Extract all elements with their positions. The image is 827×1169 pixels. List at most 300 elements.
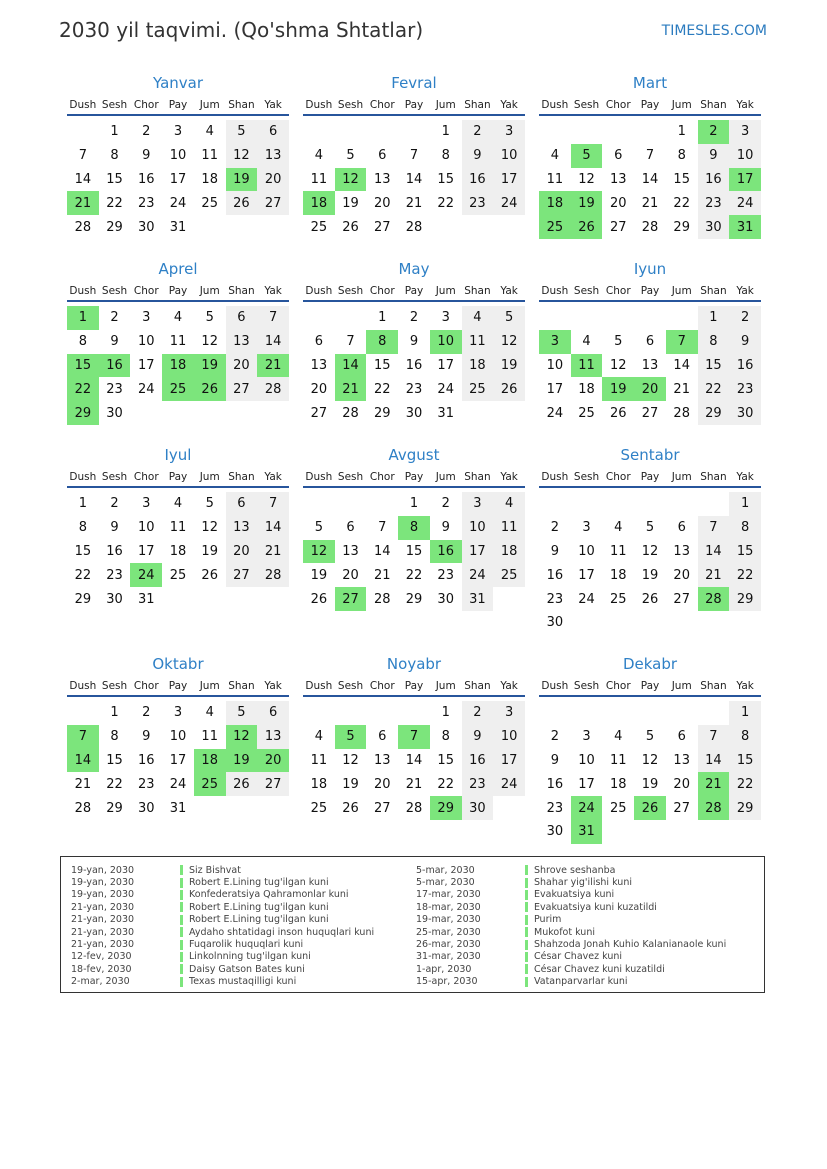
day-cell: 2 [409, 310, 419, 326]
day-cell: 28 [374, 591, 391, 607]
day-cell: 27 [673, 800, 690, 816]
weekday-label: Dush [541, 99, 569, 111]
empty-cell [539, 701, 571, 725]
day-cell: 15 [74, 543, 92, 559]
empty-cell [366, 701, 398, 725]
day-cell: 9 [729, 330, 761, 354]
holiday-day-cell: 21 [257, 354, 289, 378]
holiday-name: César Chavez kuni kuzatildi [534, 963, 665, 975]
day-cell: 9 [409, 334, 419, 350]
day-cell: 25 [310, 800, 328, 816]
weekday-label: Dush [69, 471, 97, 483]
weekday-header [539, 283, 761, 299]
holiday-date: 5-mar, 2030 [416, 864, 475, 876]
day-cell: 1 [729, 701, 761, 725]
day-cell: 14 [698, 749, 730, 773]
holiday-marker [525, 878, 528, 888]
day-grid [303, 306, 525, 425]
day-cell: 21 [405, 195, 423, 211]
empty-cell [366, 120, 398, 144]
weekday-label: Jum [671, 680, 692, 692]
holiday-date: 15-apr, 2030 [416, 976, 478, 988]
holiday-day-cell: 3 [539, 330, 571, 354]
header-rule [67, 300, 289, 302]
day-cell: 30 [698, 215, 730, 239]
weekday-label: Pay [404, 680, 424, 692]
day-cell: 14 [673, 357, 690, 373]
day-cell: 26 [610, 405, 627, 421]
day-cell: 11 [169, 520, 187, 536]
weekday-label: Chor [605, 99, 631, 111]
day-cell: 8 [441, 729, 450, 745]
day-cell: 1 [441, 705, 450, 721]
day-cell: 26 [310, 591, 328, 607]
day-cell: 30 [462, 796, 494, 820]
header-rule [539, 695, 761, 697]
legend-row [416, 901, 726, 913]
weekday-label: Jum [199, 99, 220, 111]
day-cell: 24 [138, 381, 155, 397]
empty-cell [335, 306, 367, 330]
day-cell: 5 [226, 701, 258, 725]
day-cell: 22 [698, 377, 730, 401]
day-cell: 26 [641, 591, 659, 607]
weekday-label: Sesh [573, 471, 600, 483]
day-cell: 4 [314, 148, 323, 164]
day-cell: 3 [582, 729, 591, 745]
holiday-day-cell: 12 [303, 540, 335, 564]
day-cell: 6 [257, 120, 289, 144]
day-cell: 9 [142, 148, 151, 164]
month-title: Fevral [391, 74, 437, 92]
day-cell: 9 [550, 752, 559, 768]
weekday-label: Shan [700, 680, 727, 692]
day-cell: 29 [106, 219, 123, 235]
weekday-label: Sesh [101, 680, 128, 692]
holiday-name: Robert E.Lining tug'ilgan kuni [189, 877, 329, 889]
day-cell: 12 [201, 334, 218, 350]
weekday-label: Jum [199, 471, 220, 483]
header-rule [303, 114, 525, 116]
day-cell: 20 [374, 776, 391, 792]
holiday-day-cell: 21 [335, 377, 367, 401]
weekday-label: Chor [605, 285, 631, 297]
day-cell: 9 [441, 520, 450, 536]
holiday-name: Daisy Gatson Bates kuni [189, 963, 305, 975]
day-cell: 3 [173, 124, 183, 140]
day-cell: 30 [546, 615, 564, 631]
day-cell: 6 [645, 334, 655, 350]
legend-row [71, 864, 374, 876]
day-cell: 27 [310, 405, 328, 421]
empty-cell [571, 120, 603, 144]
header-rule [303, 486, 525, 488]
holiday-day-cell: 28 [698, 587, 730, 611]
day-cell: 24 [493, 191, 525, 215]
day-cell: 12 [342, 752, 359, 768]
weekday-label: Sesh [101, 99, 128, 111]
day-cell: 29 [106, 800, 123, 816]
holiday-day-cell: 28 [698, 796, 730, 820]
weekday-label: Yak [500, 471, 518, 483]
day-cell: 6 [378, 148, 387, 164]
day-cell: 4 [550, 148, 559, 164]
day-cell: 21 [74, 776, 92, 792]
holiday-day-cell: 8 [398, 516, 430, 540]
day-cell: 18 [462, 354, 494, 378]
day-cell: 2 [550, 729, 559, 745]
holiday-name: Aydaho shtatidagi inson huquqlari kuni [189, 926, 375, 938]
holiday-day-cell: 14 [335, 354, 367, 378]
day-cell: 9 [110, 520, 119, 536]
day-cell: 29 [698, 401, 730, 425]
empty-cell [602, 306, 634, 330]
day-cell: 15 [729, 540, 761, 564]
day-cell: 19 [641, 567, 659, 583]
weekday-header [303, 469, 525, 485]
holiday-marker [525, 977, 528, 987]
holiday-day-cell: 12 [335, 168, 367, 192]
day-cell: 30 [138, 219, 155, 235]
holiday-name: Texas mustaqilligi kuni [189, 976, 297, 988]
holiday-day-cell: 19 [226, 749, 258, 773]
holiday-day-cell: 18 [539, 191, 571, 215]
day-cell: 3 [173, 705, 183, 721]
day-cell: 20 [226, 354, 258, 378]
day-cell: 30 [546, 824, 564, 840]
page-title: 2030 yil taqvimi. (Qo'shma Shtatlar) [59, 18, 424, 42]
day-cell: 10 [169, 729, 187, 745]
holiday-day-cell: 29 [67, 401, 99, 425]
weekday-label: Pay [168, 471, 188, 483]
holiday-date: 31-mar, 2030 [416, 951, 481, 963]
legend-row [71, 926, 374, 938]
day-cell: 21 [374, 567, 391, 583]
empty-cell [539, 492, 571, 516]
day-cell: 1 [378, 310, 387, 326]
weekday-label: Dush [305, 285, 333, 297]
day-cell: 28 [257, 377, 289, 401]
empty-cell [366, 492, 398, 516]
header-rule [67, 114, 289, 116]
holiday-day-cell: 29 [430, 796, 462, 820]
weekday-label: Yak [500, 99, 518, 111]
weekday-label: Jum [435, 285, 456, 297]
weekday-header [67, 678, 289, 694]
day-grid [539, 701, 761, 844]
legend-row [71, 914, 374, 926]
day-cell: 23 [462, 772, 494, 796]
day-cell: 24 [578, 591, 595, 607]
day-cell: 29 [673, 219, 690, 235]
holiday-name: Shahzoda Jonah Kuhio Kalanianaole kuni [534, 939, 727, 951]
legend-row [71, 976, 374, 988]
day-cell: 5 [205, 496, 214, 512]
month-title: Noyabr [386, 655, 442, 673]
empty-cell [67, 701, 99, 725]
day-cell: 15 [437, 171, 454, 187]
month-title: Oktabr [152, 655, 204, 673]
holiday-day-cell: 14 [67, 749, 99, 773]
day-cell: 13 [226, 330, 258, 354]
weekday-label: Pay [168, 99, 188, 111]
weekday-label: Pay [168, 680, 188, 692]
empty-cell [303, 120, 335, 144]
month-title: Iyul [164, 446, 192, 464]
holiday-date: 25-mar, 2030 [416, 926, 481, 938]
weekday-header [67, 469, 289, 485]
holiday-date: 21-yan, 2030 [71, 939, 135, 951]
day-cell: 12 [610, 357, 627, 373]
day-cell: 2 [110, 310, 119, 326]
day-cell: 27 [374, 219, 391, 235]
day-grid [303, 492, 525, 611]
holiday-marker [525, 865, 528, 875]
header-rule [67, 486, 289, 488]
day-cell: 17 [169, 171, 187, 187]
holiday-day-cell: 17 [729, 168, 761, 192]
day-cell: 6 [677, 520, 686, 536]
empty-cell [571, 306, 603, 330]
day-cell: 1 [698, 306, 730, 330]
legend-row [416, 876, 726, 888]
legend-row [416, 963, 726, 975]
day-cell: 15 [437, 752, 454, 768]
day-cell: 31 [437, 405, 454, 421]
day-cell: 15 [729, 749, 761, 773]
weekday-label: Pay [404, 285, 424, 297]
day-cell: 15 [106, 752, 123, 768]
day-cell: 28 [641, 219, 659, 235]
holiday-date: 12-fev, 2030 [71, 951, 132, 963]
month-fevral [303, 73, 525, 239]
weekday-label: Chor [133, 285, 159, 297]
day-cell: 19 [201, 543, 218, 559]
weekday-label: Sesh [337, 99, 364, 111]
weekday-label: Sesh [573, 285, 600, 297]
day-cell: 22 [374, 381, 391, 397]
day-cell: 2 [729, 306, 761, 330]
empty-cell [539, 306, 571, 330]
holiday-name: Robert E.Lining tug'ilgan kuni [189, 914, 329, 926]
header-rule [67, 695, 289, 697]
weekday-label: Chor [369, 471, 395, 483]
day-cell: 14 [374, 543, 391, 559]
day-cell: 2 [462, 701, 494, 725]
day-cell: 28 [673, 405, 690, 421]
legend-row [416, 938, 726, 950]
day-cell: 10 [493, 144, 525, 168]
day-cell: 24 [546, 405, 564, 421]
day-cell: 18 [578, 381, 595, 397]
day-cell: 22 [405, 567, 423, 583]
day-cell: 8 [78, 520, 87, 536]
day-cell: 16 [138, 752, 155, 768]
day-cell: 12 [641, 752, 659, 768]
weekday-header [303, 283, 525, 299]
empty-cell [571, 492, 603, 516]
day-cell: 2 [462, 120, 494, 144]
day-cell: 17 [493, 749, 525, 773]
day-cell: 31 [169, 800, 187, 816]
day-cell: 28 [342, 405, 359, 421]
day-cell: 7 [378, 520, 387, 536]
holiday-legend [60, 856, 765, 993]
holiday-day-cell: 20 [634, 377, 666, 401]
header-rule [539, 114, 761, 116]
weekday-label: Sesh [573, 99, 600, 111]
day-cell: 6 [614, 148, 623, 164]
day-cell: 18 [169, 543, 187, 559]
day-cell: 13 [257, 725, 289, 749]
weekday-header [303, 678, 525, 694]
weekday-label: Yak [736, 471, 754, 483]
day-cell: 12 [226, 144, 258, 168]
day-cell: 10 [578, 752, 595, 768]
day-cell: 23 [462, 191, 494, 215]
holiday-marker [525, 902, 528, 912]
site-link[interactable]: TIMESLES.COM [661, 23, 767, 39]
weekday-label: Jum [435, 680, 456, 692]
holiday-date: 21-yan, 2030 [71, 926, 135, 938]
day-cell: 22 [106, 195, 123, 211]
day-cell: 20 [310, 381, 328, 397]
day-cell: 5 [645, 520, 655, 536]
empty-cell [698, 492, 730, 516]
month-oktabr [67, 654, 289, 820]
weekday-label: Shan [228, 285, 255, 297]
day-cell: 6 [677, 729, 686, 745]
header-rule [539, 300, 761, 302]
day-cell: 22 [74, 567, 92, 583]
day-cell: 22 [437, 776, 454, 792]
day-cell: 12 [578, 171, 595, 187]
day-cell: 7 [409, 148, 419, 164]
holiday-day-cell: 24 [571, 796, 603, 820]
day-cell: 25 [578, 405, 595, 421]
day-cell: 28 [257, 563, 289, 587]
day-cell: 10 [169, 148, 187, 164]
day-cell: 23 [698, 191, 730, 215]
legend-row [71, 889, 374, 901]
empty-cell [335, 120, 367, 144]
holiday-day-cell: 25 [539, 215, 571, 239]
day-cell: 9 [142, 729, 151, 745]
weekday-label: Dush [305, 471, 333, 483]
weekday-label: Shan [464, 99, 491, 111]
day-cell: 15 [698, 354, 730, 378]
day-cell: 28 [405, 800, 423, 816]
day-cell: 8 [729, 516, 761, 540]
day-cell: 17 [138, 543, 155, 559]
holiday-marker [525, 952, 528, 962]
day-cell: 3 [142, 310, 151, 326]
day-cell: 6 [346, 520, 355, 536]
holiday-date: 19-mar, 2030 [416, 914, 481, 926]
holiday-day-cell: 5 [571, 144, 603, 168]
holiday-date: 18-mar, 2030 [416, 901, 481, 913]
weekday-label: Jum [671, 471, 692, 483]
weekday-label: Yak [264, 285, 282, 297]
day-cell: 21 [673, 381, 690, 397]
day-cell: 9 [698, 144, 730, 168]
month-aprel [67, 259, 289, 425]
day-cell: 28 [74, 219, 92, 235]
day-cell: 31 [462, 587, 494, 611]
day-cell: 15 [106, 171, 123, 187]
day-cell: 17 [138, 357, 155, 373]
weekday-label: Sesh [101, 471, 128, 483]
holiday-day-cell: 26 [571, 215, 603, 239]
day-cell: 27 [641, 405, 659, 421]
day-cell: 5 [205, 310, 214, 326]
legend-row [71, 901, 374, 913]
day-cell: 7 [346, 334, 355, 350]
day-cell: 9 [462, 144, 494, 168]
weekday-label: Dush [69, 99, 97, 111]
day-cell: 11 [610, 543, 627, 559]
holiday-day-cell: 11 [571, 354, 603, 378]
holiday-day-cell: 24 [130, 563, 162, 587]
weekday-label: Chor [133, 680, 159, 692]
holiday-name: Evakuatsiya kuni [534, 889, 615, 901]
day-cell: 13 [610, 171, 627, 187]
day-cell: 21 [698, 563, 730, 587]
holiday-name: Konfederatsiya Qahramonlar kuni [189, 889, 349, 901]
day-cell: 16 [729, 354, 761, 378]
day-cell: 2 [441, 496, 450, 512]
holiday-marker [180, 927, 183, 937]
day-cell: 4 [205, 705, 214, 721]
holiday-marker [525, 915, 528, 925]
day-cell: 5 [314, 520, 323, 536]
weekday-label: Jum [199, 285, 220, 297]
day-cell: 22 [437, 195, 454, 211]
day-cell: 28 [405, 219, 423, 235]
weekday-label: Dush [69, 680, 97, 692]
holiday-name: Evakuatsiya kuni kuzatildi [534, 901, 657, 913]
weekday-label: Yak [500, 680, 518, 692]
day-cell: 15 [405, 543, 423, 559]
holiday-name: Shrove seshanba [534, 864, 616, 876]
day-cell: 11 [310, 752, 328, 768]
weekday-label: Sesh [573, 680, 600, 692]
day-cell: 9 [462, 725, 494, 749]
day-cell: 15 [673, 171, 690, 187]
legend-row [71, 951, 374, 963]
holiday-date: 21-yan, 2030 [71, 914, 135, 926]
day-cell: 13 [673, 752, 690, 768]
day-cell: 1 [409, 496, 419, 512]
day-cell: 12 [201, 520, 218, 536]
day-cell: 23 [729, 377, 761, 401]
day-cell: 23 [138, 195, 155, 211]
day-cell: 6 [314, 334, 323, 350]
day-cell: 20 [374, 195, 391, 211]
empty-cell [303, 306, 335, 330]
day-cell: 10 [546, 357, 564, 373]
legend-row [416, 976, 726, 988]
holiday-day-cell: 1 [67, 306, 99, 330]
day-cell: 4 [173, 310, 183, 326]
legend-column-right [416, 864, 726, 988]
day-cell: 19 [493, 354, 525, 378]
day-cell: 8 [729, 725, 761, 749]
day-cell: 8 [110, 729, 119, 745]
day-cell: 1 [78, 496, 87, 512]
day-cell: 5 [226, 120, 258, 144]
header-rule [303, 300, 525, 302]
